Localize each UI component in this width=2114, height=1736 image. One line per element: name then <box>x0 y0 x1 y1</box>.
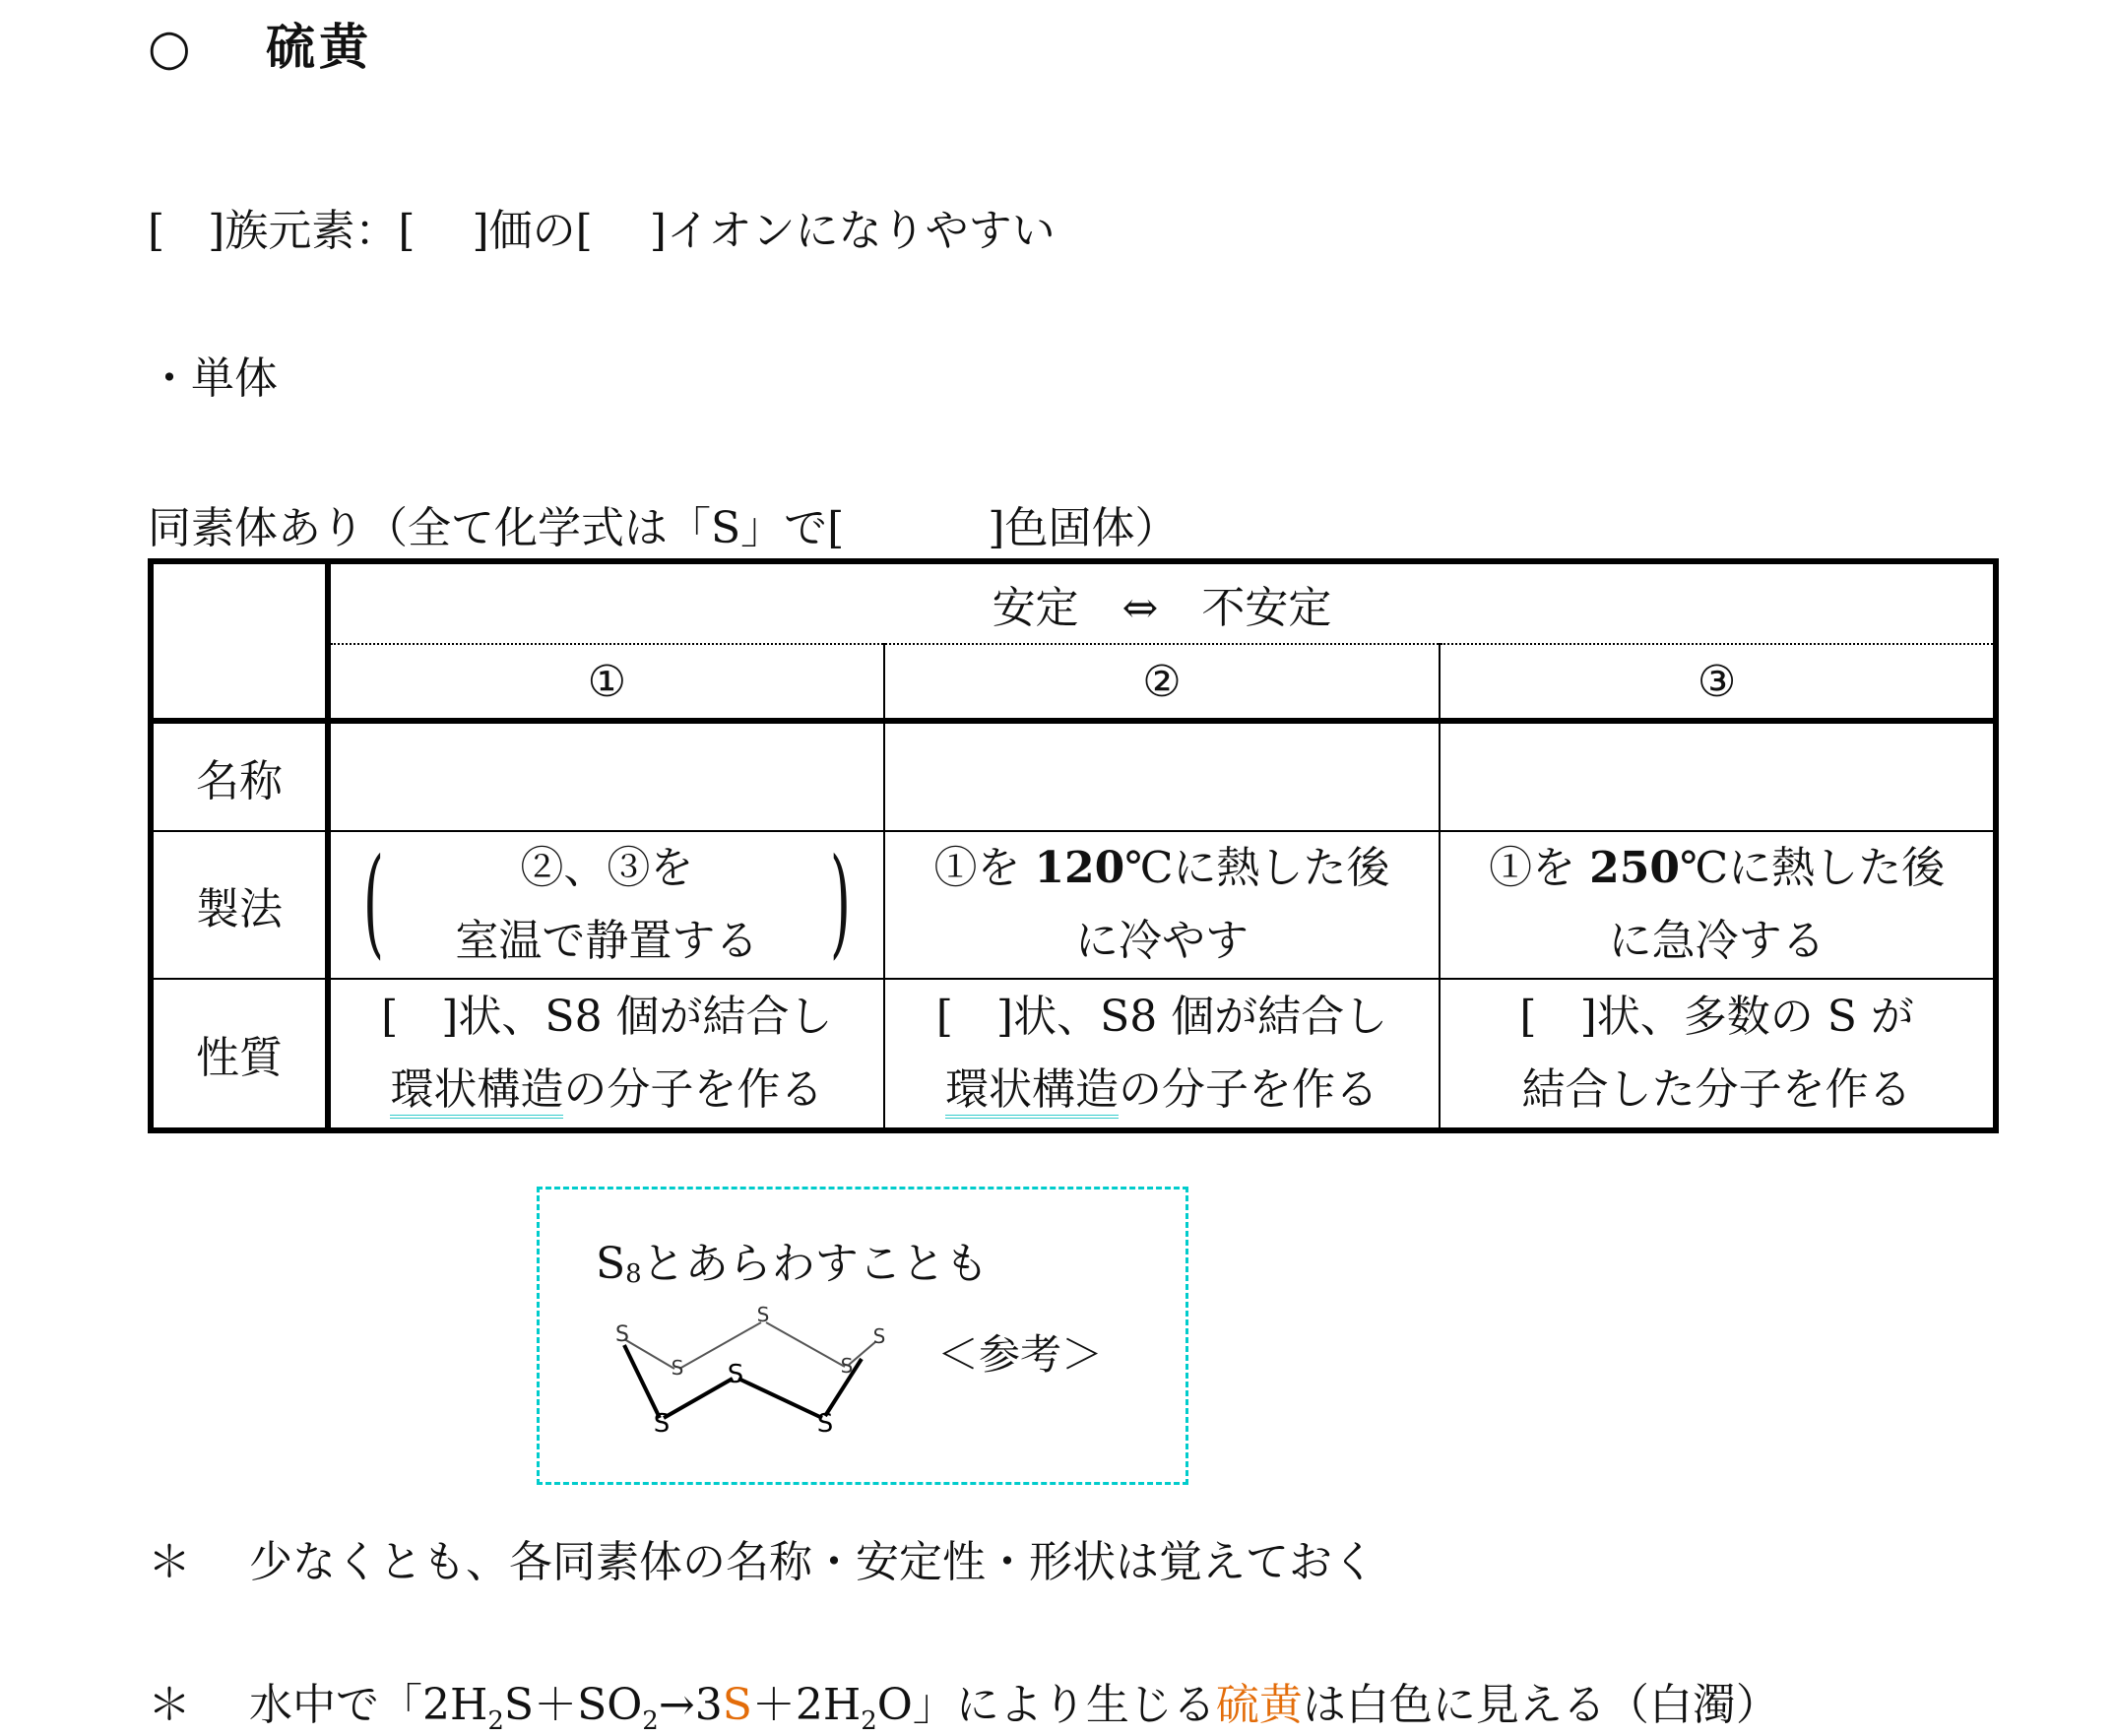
row-label-name: 名称 <box>151 721 328 831</box>
allotrope-number-2: ② <box>884 644 1441 721</box>
s8-caption-text: とあらわすことも <box>641 1239 989 1289</box>
property-2-rest: の分子を作る <box>1118 1064 1378 1115</box>
note-1-text: 少なくとも、各同素体の名称・安定性・形状は覚えておく <box>249 1537 1376 1587</box>
stability-header: 安定 ⇔ 不安定 <box>328 561 1996 644</box>
allotrope-number-3: ③ <box>1440 644 1996 721</box>
method-3-text-rest: ℃に熱した後 <box>1679 843 1946 893</box>
property-1-line1: [ ]状、S8 個が結合し <box>381 992 833 1042</box>
corner-cell <box>151 561 328 721</box>
note-1 <box>148 1526 1376 1589</box>
property-1-rest: の分子を作る <box>563 1064 824 1115</box>
s-atom: S <box>816 1409 834 1439</box>
method-cell-3 <box>1440 831 1996 979</box>
s8-ring-structure <box>601 1300 896 1457</box>
subscript: 2 <box>861 1705 877 1736</box>
property-3-line1: [ ]状、多数の S が <box>1519 992 1914 1042</box>
group-line: [ ]族元素：[ ]価の[ ]イオンになりやすい <box>148 206 1056 256</box>
row-label-method: 製法 <box>151 831 328 979</box>
s-atom: S <box>615 1322 629 1347</box>
note-2-text: は白色に見える（白濁） <box>1302 1680 1779 1730</box>
highlight-sulfur-word: 硫黄 <box>1215 1680 1303 1730</box>
method-cell-2 <box>884 831 1441 979</box>
asterisk-mark: ＊ <box>148 1537 191 1587</box>
note-2-text: O」により生じる <box>876 1680 1216 1730</box>
note-2 <box>148 1669 1779 1736</box>
allotrope-line: 同素体あり（全て化学式は「S」で[ ]色固体） <box>148 503 1179 553</box>
method-cell-1 <box>328 831 884 979</box>
note-2-text: →3 <box>658 1680 723 1730</box>
highlight-sulfur-symbol: S <box>722 1680 752 1730</box>
method-2-line2: に冷やす <box>1074 916 1249 966</box>
method-2-text: ①を <box>933 843 1035 893</box>
s8-subscript: 8 <box>625 1259 642 1289</box>
method-1-line2: 室温で静置する <box>455 916 759 966</box>
simple-substance-heading: ・単体 <box>148 354 278 404</box>
method-3-line2: に急冷する <box>1608 916 1826 966</box>
asterisk-mark: ＊ <box>148 1680 191 1730</box>
row-label-property: 性質 <box>151 979 328 1130</box>
s-atom: S <box>671 1356 684 1380</box>
note-2-text: ＋2H <box>751 1680 862 1730</box>
method-3-text: ①を <box>1489 843 1590 893</box>
note-2-text: S＋SO <box>503 1680 643 1730</box>
right-paren: ) <box>829 834 851 971</box>
allotrope-table <box>148 558 1999 1133</box>
property-1-underlined: 環状構造 <box>390 1064 563 1119</box>
s8-caption <box>596 1228 989 1291</box>
subscript: 2 <box>487 1705 504 1736</box>
s-atom: S <box>653 1409 671 1439</box>
title-text: 硫黄 <box>266 18 372 76</box>
name-cell-1 <box>328 721 884 831</box>
name-cell-3 <box>1440 721 1996 831</box>
method-1-line1: ②、③を <box>520 843 694 893</box>
name-cell-2 <box>884 721 1441 831</box>
property-2-line1: [ ]状、S8 個が結合し <box>935 992 1388 1042</box>
method-2-temp: 120 <box>1034 843 1125 893</box>
s8-symbol: S <box>596 1239 626 1289</box>
method-3-temp: 250 <box>1589 843 1680 893</box>
note-2-text: 水中で「2H <box>249 1680 488 1730</box>
property-cell-1 <box>328 979 884 1130</box>
s-atom: S <box>727 1360 744 1389</box>
allotrope-number-1: ① <box>328 644 884 721</box>
s-atom: S <box>756 1303 770 1326</box>
method-2-text-rest: ℃に熱した後 <box>1124 843 1390 893</box>
s-atom: S <box>872 1324 886 1348</box>
property-3-line2: 結合した分子を作る <box>1521 1064 1912 1115</box>
circle-mark: ○ <box>148 19 195 76</box>
page-title <box>148 8 372 79</box>
property-2-underlined: 環状構造 <box>945 1064 1119 1119</box>
left-paren: ( <box>362 834 384 971</box>
s-atom: S <box>840 1354 854 1378</box>
property-cell-3 <box>1440 979 1996 1130</box>
reference-label: ＜参考＞ <box>937 1330 1104 1379</box>
subscript: 2 <box>642 1705 659 1736</box>
property-cell-2 <box>884 979 1441 1130</box>
